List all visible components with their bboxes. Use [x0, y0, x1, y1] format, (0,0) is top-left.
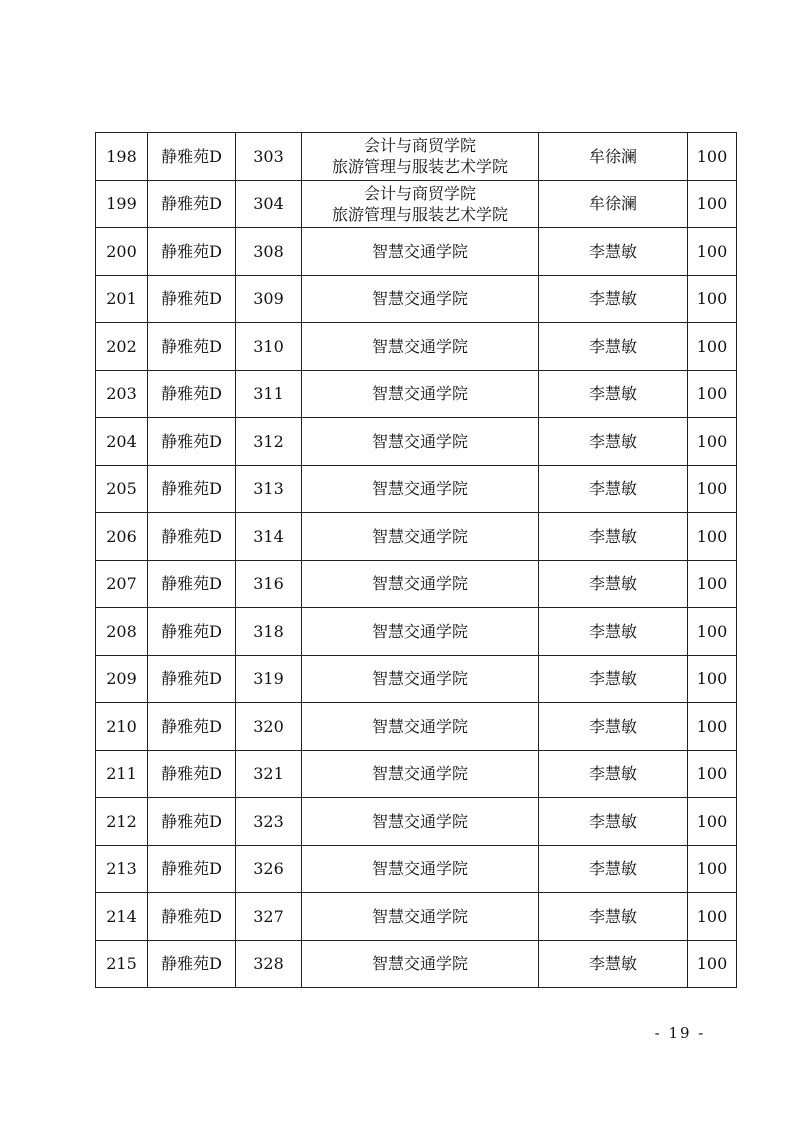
room-number-cell: 314 — [236, 513, 302, 561]
college-cell — [302, 133, 539, 181]
building-cell: 静雅苑D — [148, 750, 236, 798]
room-number-cell: 303 — [236, 133, 302, 181]
room-number-cell: 320 — [236, 703, 302, 751]
score-cell: 100 — [688, 180, 737, 228]
table-row — [96, 655, 737, 703]
college-name-line: 智慧交通学院 — [371, 526, 468, 546]
building-cell: 静雅苑D — [148, 275, 236, 323]
college-cell — [302, 418, 539, 466]
college-name-line: 智慧交通学院 — [371, 764, 468, 784]
college-name-line: 智慧交通学院 — [371, 384, 468, 404]
inspector-name-cell: 李慧敏 — [539, 798, 688, 846]
room-number-cell: 304 — [236, 180, 302, 228]
score-cell: 100 — [688, 703, 737, 751]
room-number-cell: 311 — [236, 370, 302, 418]
row-number-cell: 208 — [96, 608, 148, 656]
score-cell: 100 — [688, 940, 737, 988]
college-cell — [302, 275, 539, 323]
score-cell: 100 — [688, 893, 737, 941]
row-number-cell: 199 — [96, 180, 148, 228]
room-number-cell: 316 — [236, 560, 302, 608]
building-cell: 静雅苑D — [148, 418, 236, 466]
college-name-line: 智慧交通学院 — [371, 859, 468, 879]
score-cell: 100 — [688, 275, 737, 323]
college-name-line: 智慧交通学院 — [371, 289, 468, 309]
building-cell: 静雅苑D — [148, 133, 236, 181]
inspector-name-cell: 李慧敏 — [539, 418, 688, 466]
inspector-name-cell: 牟徐澜 — [539, 133, 688, 181]
room-number-cell: 323 — [236, 798, 302, 846]
building-cell: 静雅苑D — [148, 893, 236, 941]
college-name-line: 会计与商贸学院 — [363, 136, 476, 156]
table-row — [96, 370, 737, 418]
table-row — [96, 228, 737, 276]
building-cell: 静雅苑D — [148, 465, 236, 513]
room-number-cell: 312 — [236, 418, 302, 466]
college-name-line: 旅游管理与服装艺术学院 — [331, 157, 508, 177]
room-number-cell: 328 — [236, 940, 302, 988]
room-number-cell: 319 — [236, 655, 302, 703]
room-number-cell: 326 — [236, 845, 302, 893]
room-number-cell: 309 — [236, 275, 302, 323]
row-number-cell: 200 — [96, 228, 148, 276]
college-cell — [302, 940, 539, 988]
table-row — [96, 845, 737, 893]
building-cell: 静雅苑D — [148, 370, 236, 418]
college-name-line: 智慧交通学院 — [371, 574, 468, 594]
inspector-name-cell: 李慧敏 — [539, 370, 688, 418]
college-cell — [302, 560, 539, 608]
college-name-line: 旅游管理与服装艺术学院 — [331, 204, 508, 224]
building-cell: 静雅苑D — [148, 323, 236, 371]
row-number-cell: 206 — [96, 513, 148, 561]
building-cell: 静雅苑D — [148, 180, 236, 228]
table-row — [96, 893, 737, 941]
score-cell: 100 — [688, 608, 737, 656]
table-row — [96, 608, 737, 656]
row-number-cell: 198 — [96, 133, 148, 181]
table-row — [96, 275, 737, 323]
room-number-cell: 321 — [236, 750, 302, 798]
row-number-cell: 202 — [96, 323, 148, 371]
college-name-line: 智慧交通学院 — [371, 431, 468, 451]
table-row — [96, 560, 737, 608]
row-number-cell: 212 — [96, 798, 148, 846]
score-cell: 100 — [688, 465, 737, 513]
row-number-cell: 203 — [96, 370, 148, 418]
score-cell: 100 — [688, 560, 737, 608]
college-name-line: 智慧交通学院 — [371, 621, 468, 641]
inspector-name-cell: 牟徐澜 — [539, 180, 688, 228]
building-cell: 静雅苑D — [148, 513, 236, 561]
inspector-name-cell: 李慧敏 — [539, 940, 688, 988]
table-row — [96, 750, 737, 798]
score-cell: 100 — [688, 655, 737, 703]
room-number-cell: 327 — [236, 893, 302, 941]
score-cell: 100 — [688, 228, 737, 276]
inspector-name-cell: 李慧敏 — [539, 845, 688, 893]
table-row — [96, 798, 737, 846]
score-cell: 100 — [688, 845, 737, 893]
inspector-name-cell: 李慧敏 — [539, 228, 688, 276]
college-cell — [302, 323, 539, 371]
row-number-cell: 204 — [96, 418, 148, 466]
college-cell — [302, 180, 539, 228]
room-number-cell: 313 — [236, 465, 302, 513]
score-cell: 100 — [688, 418, 737, 466]
room-number-cell: 308 — [236, 228, 302, 276]
table-row — [96, 513, 737, 561]
inspector-name-cell: 李慧敏 — [539, 323, 688, 371]
score-cell: 100 — [688, 513, 737, 561]
building-cell: 静雅苑D — [148, 228, 236, 276]
college-cell — [302, 513, 539, 561]
college-name-line: 智慧交通学院 — [371, 336, 468, 356]
row-number-cell: 211 — [96, 750, 148, 798]
college-cell — [302, 608, 539, 656]
college-cell — [302, 465, 539, 513]
college-name-line: 智慧交通学院 — [371, 716, 468, 736]
inspector-name-cell: 李慧敏 — [539, 513, 688, 561]
row-number-cell: 201 — [96, 275, 148, 323]
college-cell — [302, 845, 539, 893]
inspector-name-cell: 李慧敏 — [539, 608, 688, 656]
building-cell: 静雅苑D — [148, 608, 236, 656]
college-name-line: 智慧交通学院 — [371, 811, 468, 831]
table-body — [96, 133, 737, 988]
building-cell: 静雅苑D — [148, 703, 236, 751]
score-cell: 100 — [688, 323, 737, 371]
college-name-line: 智慧交通学院 — [371, 479, 468, 499]
dormitory-score-table — [95, 132, 737, 988]
score-cell: 100 — [688, 750, 737, 798]
inspector-name-cell: 李慧敏 — [539, 893, 688, 941]
inspector-name-cell: 李慧敏 — [539, 655, 688, 703]
page-number: - 19 - — [654, 1024, 706, 1042]
row-number-cell: 210 — [96, 703, 148, 751]
building-cell: 静雅苑D — [148, 845, 236, 893]
college-cell — [302, 893, 539, 941]
building-cell: 静雅苑D — [148, 655, 236, 703]
college-cell — [302, 703, 539, 751]
table-row — [96, 703, 737, 751]
inspector-name-cell: 李慧敏 — [539, 275, 688, 323]
building-cell: 静雅苑D — [148, 798, 236, 846]
college-cell — [302, 228, 539, 276]
college-name-line: 智慧交通学院 — [371, 906, 468, 926]
inspector-name-cell: 李慧敏 — [539, 560, 688, 608]
building-cell: 静雅苑D — [148, 940, 236, 988]
college-cell — [302, 370, 539, 418]
row-number-cell: 215 — [96, 940, 148, 988]
building-cell: 静雅苑D — [148, 560, 236, 608]
college-name-line: 会计与商贸学院 — [363, 183, 476, 203]
college-cell — [302, 655, 539, 703]
college-cell — [302, 798, 539, 846]
table-row — [96, 323, 737, 371]
table-row — [96, 418, 737, 466]
college-name-line: 智慧交通学院 — [371, 669, 468, 689]
college-cell — [302, 750, 539, 798]
score-cell: 100 — [688, 133, 737, 181]
row-number-cell: 205 — [96, 465, 148, 513]
table-row — [96, 940, 737, 988]
room-number-cell: 318 — [236, 608, 302, 656]
inspector-name-cell: 李慧敏 — [539, 703, 688, 751]
table-row — [96, 465, 737, 513]
row-number-cell: 213 — [96, 845, 148, 893]
row-number-cell: 214 — [96, 893, 148, 941]
score-cell: 100 — [688, 798, 737, 846]
college-name-line: 智慧交通学院 — [371, 954, 468, 974]
table-row — [96, 180, 737, 228]
table-row — [96, 133, 737, 181]
row-number-cell: 209 — [96, 655, 148, 703]
room-number-cell: 310 — [236, 323, 302, 371]
inspector-name-cell: 李慧敏 — [539, 750, 688, 798]
college-name-line: 智慧交通学院 — [371, 241, 468, 261]
inspector-name-cell: 李慧敏 — [539, 465, 688, 513]
row-number-cell: 207 — [96, 560, 148, 608]
score-cell: 100 — [688, 370, 737, 418]
